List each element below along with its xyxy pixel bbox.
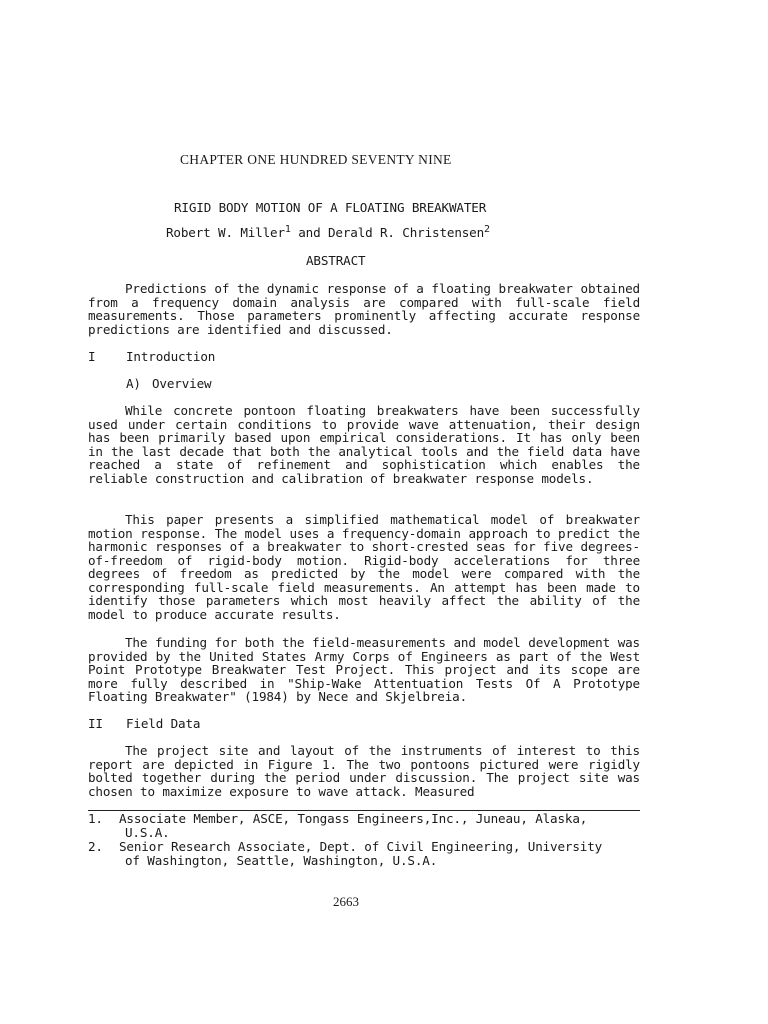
author-1: Robert W. Miller: [166, 225, 285, 240]
overview-paragraph-1: [88, 404, 640, 485]
section-2-number: II: [88, 716, 103, 731]
author-2-footnote-mark: 2: [484, 224, 490, 235]
subsection-a-title: Overview: [152, 376, 212, 391]
footnote-2-line-2: of Washington, Seattle, Washington, U.S.A.: [125, 852, 438, 868]
footnote-1-line-2: U.S.A.: [125, 824, 170, 840]
author-1-footnote-mark: 1: [284, 224, 291, 235]
section-1-title: Introduction: [126, 349, 216, 364]
paper-title: RIGID BODY MOTION OF A FLOATING BREAKWATER: [174, 200, 487, 215]
footnote-1-line-1: Associate Member, ASCE, Tongass Engineers,Inc., Juneau, Alaska,: [119, 811, 588, 826]
chapter-heading: CHAPTER ONE HUNDRED SEVENTY NINE: [180, 152, 452, 167]
overview-paragraph-2: [88, 513, 640, 621]
section-2-heading: [88, 717, 200, 731]
body-paragraph: The project site and layout of the instruments of interest to this report are depicted in Figure 1. The two pontoons pictured were rigidly bolted together during the period under discussion. The project site was chosen to maximize exposure to wave attack. Measured: [88, 743, 640, 799]
abstract-heading: ABSTRACT: [306, 253, 366, 268]
body-paragraph: While concrete pontoon floating breakwaters have been successfully used under certain conditions to provide wave attenuation, their design has been primarily based upon empirical considerations. It has only been in the last decade that both the analytical tools and the field data have reached a state of refinement and sophistication which enables the reliable construction and calibration of breakwater response models.: [88, 403, 640, 486]
subsection-a-number: A): [126, 376, 141, 391]
footnote-2-number: 2.: [88, 839, 103, 854]
section-1-heading: [88, 350, 215, 364]
footnote-1: [88, 812, 640, 839]
field-data-paragraph-1: [88, 744, 640, 798]
body-paragraph: The funding for both the field-measurements and model development was provided by the United States Army Corps of Engineers as part of the West Point Prototype Breakwater Test Project. This project and its scope are more fully described in "Ship-Wake Attentuation Tests Of A Prototype Floating Breakwater" (1984) by Nece and Skjelbreia.: [88, 635, 640, 704]
abstract-body: [88, 282, 640, 336]
author-conjunction: and: [290, 225, 328, 240]
footnote-2-line-1: Senior Research Associate, Dept. of Civil Engineering, University: [119, 839, 603, 854]
footnote-2: [88, 840, 640, 867]
abstract-paragraph: Predictions of the dynamic response of a floating breakwater obtained from a frequency domain analysis are compared with full-scale field measurements. Those parameters prominently affecting accurate response predictions are identified and discussed.: [88, 281, 640, 337]
author-2: Derald R. Christensen: [327, 225, 485, 240]
body-paragraph: This paper presents a simplified mathematical model of breakwater motion response. The model uses a frequency-domain approach to predict the harmonic responses of a breakwater to short-crested seas for five degrees-of-freedom of rigid-body motion. Rigid-body accelerations for three degrees of freedom as predicted by the model were compared with the corresponding full-scale field measurements. An attempt has been made to identify those parameters which most heavily affect the ability of the model to produce accurate results.: [88, 512, 640, 622]
page-number: 2663: [333, 894, 359, 909]
subsection-a-heading: [126, 377, 211, 391]
section-1-number: I: [88, 349, 96, 364]
section-2-title: Field Data: [126, 716, 201, 731]
overview-paragraph-3: [88, 636, 640, 704]
author-line: [166, 226, 566, 240]
footnote-1-number: 1.: [88, 811, 103, 826]
